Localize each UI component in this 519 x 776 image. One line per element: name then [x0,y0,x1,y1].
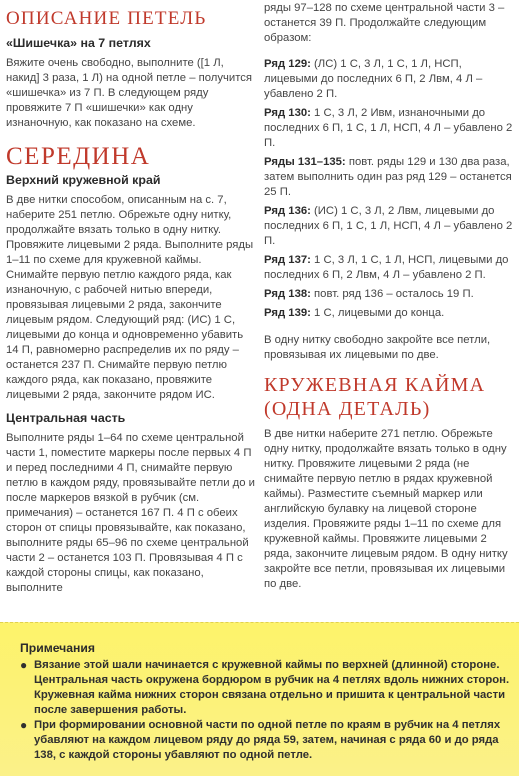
row-instruction: Ряд 137: 1 С, 3 Л, 1 С, 1 Л, НСП, лицевыми до последних 6 П, 2 Лвм, 4 Л – убавлено 2 П. [264,254,509,281]
row-instructions-list [264,57,514,321]
row-instruction: Ряды 131–135: повт. ряды 129 и 130 два раза, затем выполнить один раз ряд 129 – останется 25 П. [264,156,512,198]
bullet-icon: ● [20,718,28,732]
stitch-description-heading: ОПИСАНИЕ ПЕТЕЛЬ [6,8,207,29]
top-lace-edge-subheading: Верхний кружевной край [6,173,161,187]
left-column [6,0,256,596]
note-item: ● Вязание этой шали начинается с кружевной каймы по верхней (длинной) стороне. Центральная часть окружена бордюром в рубчик на 4 петлях вдоль нижних сторон. Кружевная кайма нижних сторон связана отдельно и пришита к центральной части после завершения работы. [20,658,510,716]
row-instruction: Ряд 139: 1 С, лицевыми до конца. [264,307,445,319]
row-instruction: Ряд 136: (ИС) 1 С, 3 Л, 2 Лвм, лицевыми до последних 6 П, 1 С, 1 Л, НСП, 4 Л – убавлено 2 П. [264,205,513,247]
top-lace-edge-instructions: В две нитки способом, описанным на с. 7, наберите 251 петлю. Обрежьте одну нитку, продолжайте вязать только в одну нитку. Провяжите лицевыми 2 ряда. Выполните ряды 1–11 по схеме для кружевной каймы. Снимайте первую петлю каждого ряда, как изнаночную, с рабочей нитью впереди, провязывая лицевыми 2 ряда, закончите лицевым рядом. Следующий ряд: (ИС) 1 С, лицевыми до конца и одновременно убавить 14 П, равномерно распределив их по ряду – останется 237 П. Снимайте первую петлю каждого ряда, как показано, провяжите лицевыми 2 ряда, закончите рядом ИС. [6,194,254,401]
center-section-instructions: Выполните ряды 1–64 по схеме центральной части 1, поместите маркеры после первых 4 П и перед последними 4 П, снимайте первую петлю в каждом ряду, провязывайте петли до и после маркеров вязкой в рубчик (см. примечания) – останется 167 П. 4 П с обеих сторон от спицы провязывайте, как показано, выполните ряды 65–96 по схеме центральной части 2 – останется 103 П. Провязывая 4 П с каждой стороны спицы, как показано, выполните [6,432,255,594]
row-instruction: Ряд 138: повт. ряд 136 – осталось 19 П. [264,288,474,300]
row-instruction: Ряд 129: (ЛС) 1 С, 3 Л, 1 С, 1 Л, НСП, лицевыми до последних 6 П, 2 Лвм, 4 Л – убавлено 2 П. [264,58,483,100]
bullet-icon: ● [20,658,28,672]
bobble-subheading: «Шишечка» на 7 петлях [6,36,151,50]
note-item: ● При формировании основной части по одной петле по краям в рубчик на 4 петлях убавляют на каждом лицевом ряду до ряда 59, затем, начиная с ряда 60 и до ряда 138, с каждой стороны убавляют по одной петле. [20,718,501,761]
lace-border-instructions: В две нитки наберите 271 петлю. Обрежьте одну нитку, продолжайте вязать только в одну нитку. Провяжите лицевыми 2 ряда (не снимайте первую петлю в рядах кружевной каймы). Разместите съемный маркер или английскую булавку на лицевой стороне изделия. Провяжите ряды 1–11 по схеме для кружевной каймы. Провяжите лицевыми 2 ряда, закончите лицевым рядом. В одну нитку закройте все петли, провязывая их лицевыми по две. [264,428,508,590]
notes-title: Примечания [20,641,96,655]
center-section-subheading: Центральная часть [6,411,126,425]
lace-border-heading: КРУЖЕВНАЯ КАЙМА (ОДНА ДЕТАЛЬ) [264,374,486,420]
right-column [264,0,514,592]
bobble-instructions: Вяжите очень свободно, выполните ([1 Л, накид] 3 раза, 1 Л) на одной петле – получится «шишечка» из 7 П. В следующем ряду провяжите 7 П «шишечки» как одну изнаночную, как показано на схеме. [6,57,253,129]
continuation-text: ряды 97–128 по схеме центральной части 3 – останется 39 П. Продолжайте следующим образом: [264,2,505,44]
row-instruction: Ряд 130: 1 С, 3 Л, 2 Ивм, изнаночными до последних 6 П, 1 С, 1 Л, НСП, 4 Л – убавлено 2 П. [264,107,513,149]
middle-heading: СЕРЕДИНА [6,143,151,170]
notes-box [0,622,519,776]
bind-off-text: В одну нитку свободно закройте все петли, провязывая их лицевыми по две. [264,334,491,361]
